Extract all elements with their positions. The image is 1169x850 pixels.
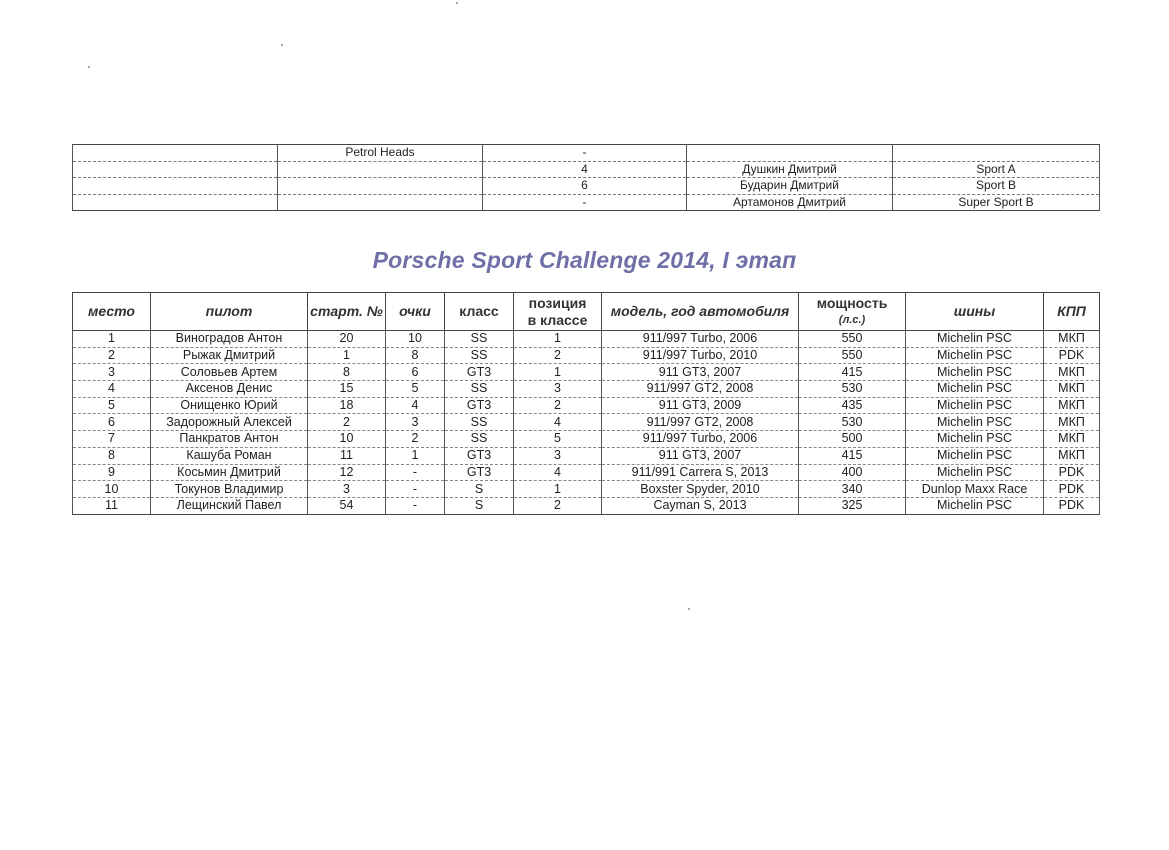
- cell-gearbox: МКП: [1044, 381, 1100, 398]
- table-row: [73, 347, 1100, 364]
- table-cell: [278, 194, 483, 211]
- cell-model: 911 GT3, 2007: [602, 364, 799, 381]
- cell-model: Boxster Spyder, 2010: [602, 481, 799, 498]
- cell-class-position: 5: [514, 431, 602, 448]
- cell-gearbox: PDK: [1044, 464, 1100, 481]
- cell-start-number: 10: [308, 431, 386, 448]
- header-points: очки: [386, 293, 445, 331]
- table-row: [73, 145, 1100, 162]
- cell-class: SS: [445, 414, 514, 431]
- cell-tires: Michelin PSC: [906, 464, 1044, 481]
- cell-points: -: [386, 481, 445, 498]
- table-cell: 4: [483, 161, 687, 178]
- table-cell: [893, 145, 1100, 162]
- table-row: [73, 497, 1100, 514]
- cell-points: 2: [386, 431, 445, 448]
- cell-place: 2: [73, 347, 151, 364]
- cell-power: 415: [799, 447, 906, 464]
- header-class: класс: [445, 293, 514, 331]
- table-row: [73, 397, 1100, 414]
- cell-class-position: 2: [514, 397, 602, 414]
- cell-place: 6: [73, 414, 151, 431]
- cell-pilot: Соловьев Артем: [151, 364, 308, 381]
- cell-pilot: Задорожный Алексей: [151, 414, 308, 431]
- table-row: [73, 178, 1100, 195]
- cell-class: S: [445, 481, 514, 498]
- table-cell: [73, 178, 278, 195]
- header-place: место: [73, 293, 151, 331]
- table-cell: [687, 145, 893, 162]
- cell-place: 5: [73, 397, 151, 414]
- cell-start-number: 2: [308, 414, 386, 431]
- table-cell: Бударин Дмитрий: [687, 178, 893, 195]
- cell-class: SS: [445, 347, 514, 364]
- cell-model: 911 GT3, 2009: [602, 397, 799, 414]
- cell-tires: Michelin PSC: [906, 414, 1044, 431]
- cell-class: GT3: [445, 464, 514, 481]
- cell-place: 11: [73, 497, 151, 514]
- cell-start-number: 11: [308, 447, 386, 464]
- table-cell: -: [483, 194, 687, 211]
- cell-points: 8: [386, 347, 445, 364]
- scan-speck: [688, 608, 690, 610]
- cell-tires: Michelin PSC: [906, 331, 1044, 348]
- cell-class-position: 1: [514, 331, 602, 348]
- table-row: [73, 431, 1100, 448]
- cell-gearbox: PDK: [1044, 497, 1100, 514]
- cell-pilot: Токунов Владимир: [151, 481, 308, 498]
- cell-place: 3: [73, 364, 151, 381]
- cell-class-position: 4: [514, 464, 602, 481]
- cell-start-number: 1: [308, 347, 386, 364]
- table-cell: [73, 161, 278, 178]
- scan-speck: [281, 44, 283, 46]
- header-gearbox: КПП: [1044, 293, 1100, 331]
- cell-class-position: 2: [514, 497, 602, 514]
- table-row: [73, 447, 1100, 464]
- cell-start-number: 8: [308, 364, 386, 381]
- header-class-position-line1: позиция: [528, 294, 587, 311]
- table-row: [73, 464, 1100, 481]
- cell-class-position: 3: [514, 447, 602, 464]
- cell-start-number: 3: [308, 481, 386, 498]
- cell-power: 530: [799, 414, 906, 431]
- cell-power: 435: [799, 397, 906, 414]
- table-cell: -: [483, 145, 687, 162]
- table-row: [73, 481, 1100, 498]
- cell-place: 7: [73, 431, 151, 448]
- cell-gearbox: PDK: [1044, 481, 1100, 498]
- cell-power: 415: [799, 364, 906, 381]
- table-row: [73, 161, 1100, 178]
- cell-place: 8: [73, 447, 151, 464]
- cell-power: 500: [799, 431, 906, 448]
- cell-pilot: Аксенов Денис: [151, 381, 308, 398]
- cell-model: 911/997 Turbo, 2006: [602, 331, 799, 348]
- cell-place: 1: [73, 331, 151, 348]
- cell-points: 3: [386, 414, 445, 431]
- header-pilot: пилот: [151, 293, 308, 331]
- cell-place: 4: [73, 381, 151, 398]
- header-power: [799, 293, 906, 331]
- table-cell: Артамонов Дмитрий: [687, 194, 893, 211]
- cell-points: 4: [386, 397, 445, 414]
- cell-pilot: Рыжак Дмитрий: [151, 347, 308, 364]
- cell-pilot: Косьмин Дмитрий: [151, 464, 308, 481]
- table-row: [73, 194, 1100, 211]
- table-row: [73, 331, 1100, 348]
- table-row: [73, 381, 1100, 398]
- header-power-label: мощность: [816, 294, 888, 311]
- table-cell: Sport B: [893, 178, 1100, 195]
- table-cell: [278, 178, 483, 195]
- cell-power: 400: [799, 464, 906, 481]
- cell-power: 530: [799, 381, 906, 398]
- cell-model: 911/991 Carrera S, 2013: [602, 464, 799, 481]
- cell-points: -: [386, 497, 445, 514]
- cell-pilot: Кашуба Роман: [151, 447, 308, 464]
- table-cell: Petrol Heads: [278, 145, 483, 162]
- table-cell: [278, 161, 483, 178]
- race-results-table: [72, 292, 1100, 515]
- cell-tires: Michelin PSC: [906, 447, 1044, 464]
- cell-tires: Michelin PSC: [906, 431, 1044, 448]
- cell-class: GT3: [445, 447, 514, 464]
- cell-class: SS: [445, 381, 514, 398]
- cell-power: 340: [799, 481, 906, 498]
- table-cell: Super Sport B: [893, 194, 1100, 211]
- cell-points: -: [386, 464, 445, 481]
- cell-start-number: 54: [308, 497, 386, 514]
- cell-model: 911/997 Turbo, 2010: [602, 347, 799, 364]
- cell-tires: Michelin PSC: [906, 347, 1044, 364]
- header-row: [73, 293, 1100, 331]
- table-row: [73, 364, 1100, 381]
- cell-model: 911 GT3, 2007: [602, 447, 799, 464]
- cell-model: 911/997 GT2, 2008: [602, 381, 799, 398]
- cell-gearbox: МКП: [1044, 331, 1100, 348]
- cell-pilot: Панкратов Антон: [151, 431, 308, 448]
- cell-class: SS: [445, 431, 514, 448]
- cell-tires: Dunlop Maxx Race: [906, 481, 1044, 498]
- cell-gearbox: МКП: [1044, 447, 1100, 464]
- cell-class-position: 1: [514, 481, 602, 498]
- header-class-position-line2: в классе: [527, 311, 588, 328]
- cell-power: 550: [799, 347, 906, 364]
- table-cell: [73, 145, 278, 162]
- table-cell: Sport A: [893, 161, 1100, 178]
- cell-model: 911/997 Turbo, 2006: [602, 431, 799, 448]
- cell-pilot: Онищенко Юрий: [151, 397, 308, 414]
- cell-class: GT3: [445, 397, 514, 414]
- cell-points: 6: [386, 364, 445, 381]
- scan-speck: [456, 2, 458, 4]
- table-cell: 6: [483, 178, 687, 195]
- cell-class: SS: [445, 331, 514, 348]
- header-start-number: старт. №: [308, 293, 386, 331]
- document-title: Porsche Sport Challenge 2014, I этап: [372, 247, 797, 273]
- header-power-unit: (л.с.): [838, 313, 866, 326]
- cell-power: 325: [799, 497, 906, 514]
- header-tires: шины: [906, 293, 1044, 331]
- cell-gearbox: МКП: [1044, 397, 1100, 414]
- cell-pilot: Виноградов Антон: [151, 331, 308, 348]
- cell-class: S: [445, 497, 514, 514]
- cell-tires: Michelin PSC: [906, 381, 1044, 398]
- cell-pilot: Лещинский Павел: [151, 497, 308, 514]
- table-row: [73, 414, 1100, 431]
- cell-class-position: 4: [514, 414, 602, 431]
- cell-model: 911/997 GT2, 2008: [602, 414, 799, 431]
- cell-start-number: 18: [308, 397, 386, 414]
- previous-results-table: [72, 144, 1100, 211]
- cell-points: 1: [386, 447, 445, 464]
- cell-start-number: 12: [308, 464, 386, 481]
- cell-place: 10: [73, 481, 151, 498]
- cell-class: GT3: [445, 364, 514, 381]
- cell-tires: Michelin PSC: [906, 397, 1044, 414]
- header-model: модель, год автомобиля: [602, 293, 799, 331]
- header-class-position: [514, 293, 602, 331]
- table-cell: [73, 194, 278, 211]
- table-cell: Душкин Дмитрий: [687, 161, 893, 178]
- cell-points: 5: [386, 381, 445, 398]
- cell-model: Cayman S, 2013: [602, 497, 799, 514]
- cell-gearbox: МКП: [1044, 431, 1100, 448]
- cell-gearbox: МКП: [1044, 364, 1100, 381]
- cell-start-number: 15: [308, 381, 386, 398]
- cell-place: 9: [73, 464, 151, 481]
- cell-class-position: 2: [514, 347, 602, 364]
- results-body: [73, 331, 1100, 515]
- cell-class-position: 3: [514, 381, 602, 398]
- cell-tires: Michelin PSC: [906, 364, 1044, 381]
- cell-tires: Michelin PSC: [906, 497, 1044, 514]
- cell-gearbox: МКП: [1044, 414, 1100, 431]
- cell-points: 10: [386, 331, 445, 348]
- cell-power: 550: [799, 331, 906, 348]
- scan-speck: [88, 66, 90, 68]
- cell-class-position: 1: [514, 364, 602, 381]
- cell-start-number: 20: [308, 331, 386, 348]
- cell-gearbox: PDK: [1044, 347, 1100, 364]
